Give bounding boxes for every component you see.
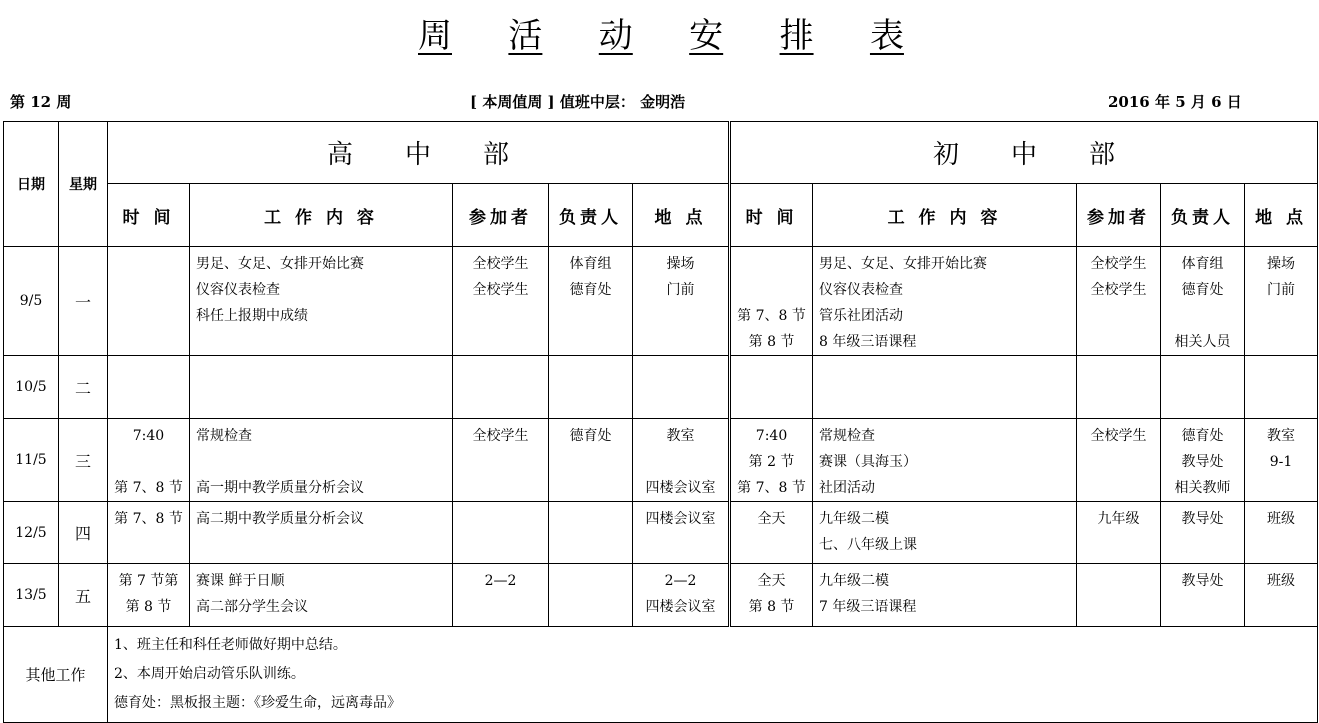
high-location-line: 2—2 <box>664 573 697 589</box>
high-location-cell <box>633 247 730 356</box>
junior-responsible-line: 教导处 <box>1181 511 1224 527</box>
junior-responsible-line: 相关人员 <box>1174 334 1231 350</box>
junior-content-line: 九年级二模 <box>819 573 890 589</box>
high-content-line <box>196 449 452 475</box>
section-char: 中 <box>1011 140 1038 170</box>
high-content-line: 男足、女足、女排开始比赛 <box>196 256 364 272</box>
junior-participants-cell <box>1077 356 1161 419</box>
high-location-cell <box>633 419 730 502</box>
junior-participants-line: 九年级 <box>1097 511 1140 527</box>
high-location-cell <box>633 502 730 564</box>
col-header-date: 日期 <box>4 122 59 247</box>
junior-participants-line <box>1077 475 1160 501</box>
high-time-cell <box>108 247 190 356</box>
high-content-line <box>196 329 452 355</box>
high-time-cell <box>108 356 190 419</box>
high-responsible-line <box>549 506 632 532</box>
junior-time-cell <box>730 419 813 502</box>
high-responsible-line: 体育组 <box>569 256 612 272</box>
schedule-row <box>4 247 1318 356</box>
high-location-line <box>633 329 728 355</box>
high-time-line: 第 8 节 <box>125 599 172 615</box>
high-content-line: 高二期中教学质量分析会议 <box>196 511 364 527</box>
title-char: 活 <box>508 16 543 56</box>
high-time-line <box>108 449 189 475</box>
section-junior-school <box>730 122 1318 184</box>
col-header-time: 时 间 <box>108 184 190 247</box>
other-work-row <box>4 627 1318 723</box>
row-date: 11/5 <box>4 419 59 502</box>
high-participants-line: 全校学生 <box>472 428 529 444</box>
high-participants-line <box>453 594 548 620</box>
duty-info: [ 本周值周 ] 值班中层： 金明浩 <box>470 93 686 111</box>
other-work-line: 1、班主任和科任老师做好期中总结。 <box>114 637 347 653</box>
high-content-cell <box>190 502 453 564</box>
junior-location-cell <box>1245 564 1318 627</box>
junior-participants-line <box>1077 303 1160 329</box>
high-content-cell <box>190 564 453 627</box>
high-participants-line <box>453 303 548 329</box>
other-work-line: 2、本周开始启动管乐队训练。 <box>114 666 305 682</box>
high-participants-cell <box>453 502 549 564</box>
high-location-cell <box>633 564 730 627</box>
junior-time-line: 7:40 <box>755 428 788 444</box>
high-responsible-line <box>549 303 632 329</box>
junior-time-line: 第 8 节 <box>748 599 795 615</box>
junior-time-line <box>731 532 812 558</box>
junior-content-line: 7 年级三语课程 <box>819 599 917 615</box>
junior-responsible-line <box>1161 303 1244 329</box>
high-time-line: 第 7、8 节 <box>114 480 183 496</box>
junior-content-cell <box>813 419 1077 502</box>
high-responsible-line <box>549 329 632 355</box>
high-participants-line <box>453 329 548 355</box>
junior-location-line: 班级 <box>1267 573 1296 589</box>
junior-content-line: 仪容仪表检查 <box>819 282 904 298</box>
high-time-line <box>108 251 189 277</box>
junior-time-cell <box>730 502 813 564</box>
row-weekday: 二 <box>59 356 108 419</box>
high-location-line: 四楼会议室 <box>645 511 716 527</box>
junior-time-cell <box>730 564 813 627</box>
junior-participants-line <box>1077 532 1160 558</box>
junior-location-line: 班级 <box>1267 511 1296 527</box>
junior-location-cell <box>1245 502 1318 564</box>
schedule-row <box>4 502 1318 564</box>
title-char: 周 <box>418 16 452 56</box>
junior-participants-line <box>1077 568 1160 594</box>
junior-time-line: 全天 <box>757 573 786 589</box>
col-header-location: 地 点 <box>633 184 730 247</box>
high-time-cell <box>108 564 190 627</box>
col-header-time: 时 间 <box>730 184 813 247</box>
high-responsible-cell <box>549 247 633 356</box>
high-time-line: 7:40 <box>132 428 165 444</box>
high-location-line: 操场 <box>666 256 695 272</box>
junior-location-line: 门前 <box>1267 282 1296 298</box>
junior-content-line: 常规检查 <box>819 428 876 444</box>
junior-participants-cell <box>1077 247 1161 356</box>
high-time-line <box>108 277 189 303</box>
row-weekday: 四 <box>59 502 108 564</box>
week-label: 第 12 周 <box>10 93 72 111</box>
junior-time-line: 第 7、8 节 <box>737 480 806 496</box>
junior-content-line: 赛课（具海玉） <box>819 454 918 470</box>
high-content-line: 仪容仪表检查 <box>196 282 280 298</box>
junior-participants-line <box>1077 449 1160 475</box>
junior-participants-cell <box>1077 564 1161 627</box>
junior-time-line: 第 2 节 <box>748 454 795 470</box>
junior-responsible-line: 德育处 <box>1181 282 1224 298</box>
junior-participants-line: 全校学生 <box>1090 256 1147 272</box>
high-responsible-line <box>549 475 632 501</box>
high-content-line: 科任上报期中成绩 <box>196 308 308 324</box>
high-content-line: 高二部分学生会议 <box>196 599 308 615</box>
col-header-responsible: 负责人 <box>1161 184 1245 247</box>
high-participants-line: 全校学生 <box>472 256 529 272</box>
junior-location-line <box>1245 594 1317 620</box>
junior-location-line: 操场 <box>1267 256 1296 272</box>
high-responsible-line: 德育处 <box>569 282 612 298</box>
junior-participants-line <box>1077 594 1160 620</box>
col-header-content: 工 作 内 容 <box>813 184 1077 247</box>
section-char: 初 <box>933 140 960 170</box>
col-header-responsible: 负责人 <box>549 184 633 247</box>
junior-participants-cell <box>1077 419 1161 502</box>
high-responsible-cell <box>549 419 633 502</box>
junior-responsible-line: 教导处 <box>1181 454 1224 470</box>
high-participants-cell <box>453 419 549 502</box>
junior-location-cell <box>1245 356 1318 419</box>
high-content-line: 常规检查 <box>196 428 252 444</box>
row-weekday: 五 <box>59 564 108 627</box>
high-location-line <box>633 449 728 475</box>
junior-participants-line <box>1077 329 1160 355</box>
high-responsible-line <box>549 568 632 594</box>
junior-time-line: 全天 <box>757 511 786 527</box>
high-content-line: 高一期中教学质量分析会议 <box>196 480 364 496</box>
other-work-content <box>108 627 1318 723</box>
junior-participants-cell <box>1077 502 1161 564</box>
section-char: 中 <box>405 140 432 170</box>
junior-responsible-cell <box>1161 356 1245 419</box>
high-time-line <box>108 329 189 355</box>
report-date: 2016 年 5 月 6 日 <box>1108 93 1242 111</box>
high-participants-line: 2—2 <box>484 573 517 589</box>
junior-time-line <box>731 251 812 277</box>
high-time-line: 第 7 节第 <box>118 573 179 589</box>
junior-responsible-line: 相关教师 <box>1174 480 1231 496</box>
high-participants-line <box>453 449 548 475</box>
high-responsible-line <box>549 449 632 475</box>
high-participants-line: 全校学生 <box>472 282 529 298</box>
schedule-row <box>4 356 1318 419</box>
high-location-cell <box>633 356 730 419</box>
junior-location-line: 教室 <box>1267 428 1296 444</box>
junior-content-cell <box>813 502 1077 564</box>
col-header-participants: 参加者 <box>1077 184 1161 247</box>
title-char: 动 <box>598 16 633 56</box>
row-date: 10/5 <box>4 356 59 419</box>
junior-time-cell <box>730 356 813 419</box>
row-weekday: 一 <box>59 247 108 356</box>
high-content-line: 赛课 鲜于日顺 <box>196 573 285 589</box>
high-responsible-line: 德育处 <box>569 428 612 444</box>
high-participants-line <box>453 475 548 501</box>
high-time-line <box>108 303 189 329</box>
high-responsible-cell <box>549 564 633 627</box>
junior-location-line <box>1245 329 1317 355</box>
row-date: 9/5 <box>4 247 59 356</box>
high-content-cell <box>190 356 453 419</box>
high-location-line: 四楼会议室 <box>645 599 716 615</box>
schedule-table <box>3 121 1318 723</box>
high-participants-cell <box>453 564 549 627</box>
junior-responsible-line: 教导处 <box>1181 573 1224 589</box>
junior-participants-line: 全校学生 <box>1090 282 1147 298</box>
junior-location-line: 9-1 <box>1269 454 1293 470</box>
high-participants-line <box>453 506 548 532</box>
high-location-line: 教室 <box>666 428 695 444</box>
junior-content-cell <box>813 356 1077 419</box>
high-participants-cell <box>453 356 549 419</box>
junior-content-line: 七、八年级上课 <box>819 537 918 553</box>
other-work-line: 德育处：黑板报主题：《珍爱生命，远离毒品》 <box>114 695 401 711</box>
junior-content-cell <box>813 564 1077 627</box>
col-header-participants: 参加者 <box>453 184 549 247</box>
junior-responsible-line <box>1161 532 1244 558</box>
high-location-line: 四楼会议室 <box>645 480 716 496</box>
junior-responsible-line: 德育处 <box>1181 428 1224 444</box>
title-char: 表 <box>869 16 904 56</box>
title-char: 安 <box>689 16 724 56</box>
col-header-weekday: 星期 <box>59 122 108 247</box>
schedule-row <box>4 419 1318 502</box>
section-char: 高 <box>326 140 353 170</box>
high-time-cell <box>108 502 190 564</box>
junior-content-line: 8 年级三语课程 <box>819 334 917 350</box>
junior-location-line <box>1245 532 1317 558</box>
row-date: 12/5 <box>4 502 59 564</box>
high-responsible-line <box>549 594 632 620</box>
section-high-school <box>108 122 730 184</box>
title-char: 排 <box>779 16 814 56</box>
high-responsible-cell <box>549 356 633 419</box>
junior-location-cell <box>1245 247 1318 356</box>
junior-content-line: 男足、女足、女排开始比赛 <box>819 256 988 272</box>
col-header-location: 地 点 <box>1245 184 1318 247</box>
high-responsible-cell <box>549 502 633 564</box>
high-content-cell <box>190 247 453 356</box>
page-title <box>418 8 904 56</box>
junior-responsible-cell <box>1161 419 1245 502</box>
junior-responsible-line: 体育组 <box>1181 256 1224 272</box>
junior-responsible-line <box>1161 594 1244 620</box>
section-char: 部 <box>1089 140 1116 170</box>
junior-location-cell <box>1245 419 1318 502</box>
junior-time-cell <box>730 247 813 356</box>
high-location-line <box>633 303 728 329</box>
section-char: 部 <box>483 140 510 170</box>
junior-location-line <box>1245 303 1317 329</box>
high-time-line: 第 7、8 节 <box>114 511 183 527</box>
schedule-row <box>4 564 1318 627</box>
junior-location-line <box>1245 475 1317 501</box>
high-location-line: 门前 <box>666 282 695 298</box>
row-date: 13/5 <box>4 564 59 627</box>
junior-time-line: 第 7、8 节 <box>737 308 806 324</box>
junior-time-line: 第 8 节 <box>748 334 795 350</box>
junior-content-line: 社团活动 <box>819 480 876 496</box>
junior-responsible-cell <box>1161 247 1245 356</box>
other-work-label: 其他工作 <box>4 627 108 723</box>
junior-content-line: 管乐社团活动 <box>819 308 904 324</box>
high-participants-cell <box>453 247 549 356</box>
junior-responsible-cell <box>1161 564 1245 627</box>
junior-time-line <box>731 277 812 303</box>
high-time-cell <box>108 419 190 502</box>
junior-content-cell <box>813 247 1077 356</box>
col-header-content: 工 作 内 容 <box>190 184 453 247</box>
junior-responsible-cell <box>1161 502 1245 564</box>
junior-participants-line: 全校学生 <box>1090 428 1147 444</box>
junior-content-line: 九年级二模 <box>819 511 890 527</box>
row-weekday: 三 <box>59 419 108 502</box>
high-content-cell <box>190 419 453 502</box>
